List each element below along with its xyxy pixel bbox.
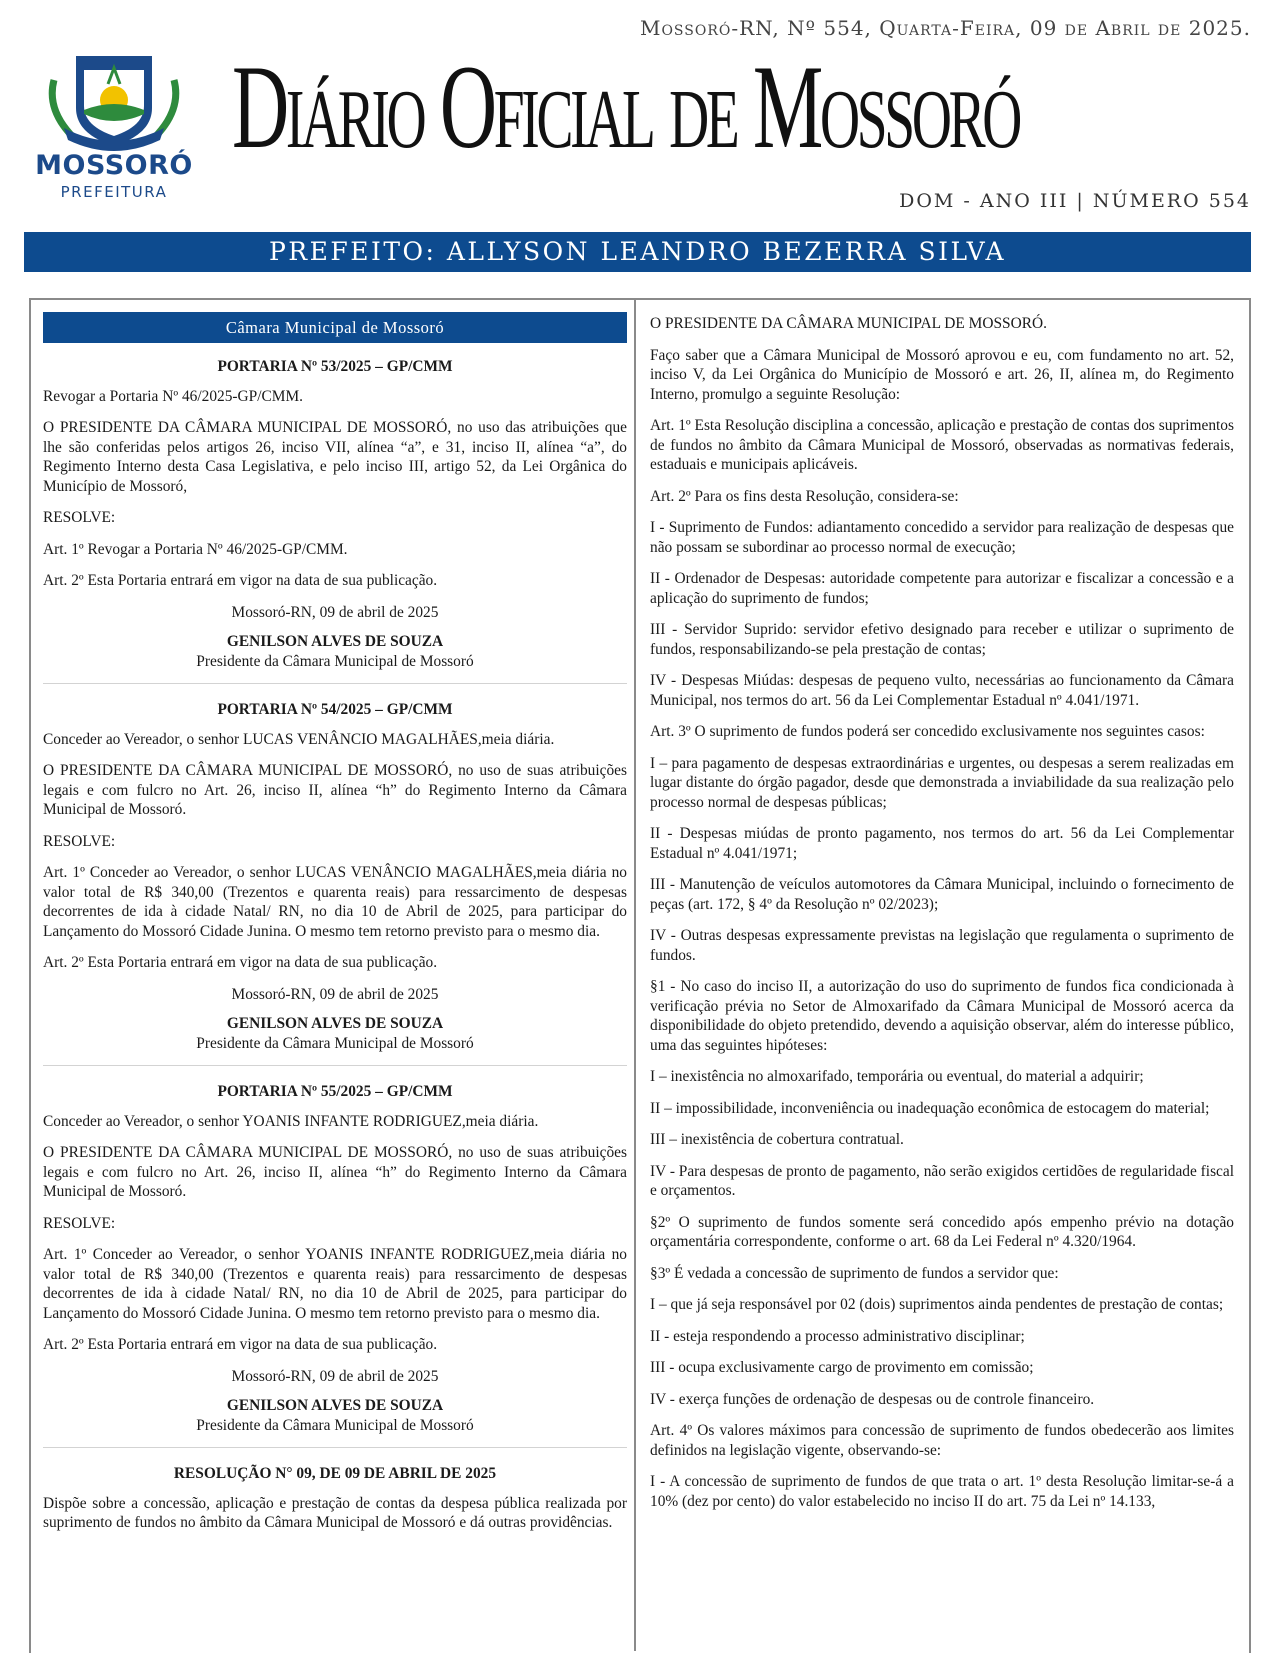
portaria-54-place-date: Mossoró-RN, 09 de abril de 2025 (231, 985, 439, 1003)
edition-dateline: Mossoró-RN, Nº 554, Quarta-Feira, 09 de Abril de 2025. (639, 16, 1251, 40)
resolucao-paragraph: I - Suprimento de Fundos: adiantamento concedido a servidor para realização de despesas que não possam se subordinar ao processo normal de execução; (650, 519, 1234, 556)
resolucao-paragraph: III – inexistência de cobertura contratual. (650, 1131, 904, 1148)
masthead-title: Diário Oficial de Mossoró (232, 40, 1019, 173)
portaria-54-summary: Conceder ao Vereador, o senhor LUCAS VENÂNCIO MAGALHÃES,meia diária. (43, 730, 555, 748)
resolucao-paragraph: IV - Para despesas de pronto de pagamento, não serão exigidos certidões de regularidade fiscal e orçamentos. (650, 1162, 1234, 1199)
portaria-54-art2: Art. 2º Esta Portaria entrará em vigor na data de sua publicação. (43, 954, 438, 971)
resolucao-paragraph: Art. 2º Para os fins desta Resolução, considera-se: (650, 487, 959, 505)
portaria-55-place-date: Mossoró-RN, 09 de abril de 2025 (231, 1367, 439, 1385)
portaria-53-summary: Revogar a Portaria Nº 46/2025-GP/CMM. (43, 387, 303, 405)
logo-subtitle: PREFEITURA (60, 183, 168, 201)
portaria-55-preamble: O PRESIDENTE DA CÂMARA MUNICIPAL DE MOSSORÓ, no uso de suas atribuições legais e com fulcro no Art. 26, inciso II, alínea “h” do Regimento Interno da Câmara Municipal de Mossoró. (43, 1144, 627, 1200)
resolucao-paragraph: O PRESIDENTE DA CÂMARA MUNICIPAL DE MOSSORÓ. (650, 315, 1047, 332)
portaria-54-signature-name: GENILSON ALVES DE SOUZA (226, 1015, 444, 1032)
portaria-55-art2: Art. 2º Esta Portaria entrará em vigor na data de sua publicação. (43, 1336, 438, 1353)
portaria-53-signature-name: GENILSON ALVES DE SOUZA (226, 633, 444, 650)
section-header: Câmara Municipal de Mossoró (43, 312, 627, 343)
portaria-55-summary: Conceder ao Vereador, o senhor YOANIS INFANTE RODRIGUEZ,meia diária. (43, 1112, 539, 1130)
resolucao-paragraph: I – para pagamento de despesas extraordinárias e urgentes, ou despesas a serem realizadas em lugar distante do órgão pagador, desde que demonstrada a inviabilidade da sua realização pelo processo normal de despesas públicas; (650, 754, 1234, 811)
portaria-53-place-date: Mossoró-RN, 09 de abril de 2025 (231, 603, 439, 621)
resolucao-paragraph: II - esteja respondendo a processo administrativo disciplinar; (650, 1327, 1025, 1345)
resolucao-paragraph: IV - exerça funções de ordenação de despesas ou de controle financeiro. (650, 1390, 1095, 1408)
column-divider (634, 300, 636, 1651)
portaria-54-resolve: RESOLVE: (43, 832, 116, 850)
resolucao-paragraph: I – que já seja responsável por 02 (dois) suprimentos ainda pendentes de prestação de contas; (650, 1296, 1224, 1313)
resolucao-paragraph: I – inexistência no almoxarifado, temporária ou eventual, do material a adquirir; (650, 1068, 1144, 1085)
resolucao-paragraph: Art. 4º Os valores máximos para concessão de suprimento de fundos obedecerão aos limites definidos na legislação vigente, observando-se: (650, 1422, 1234, 1459)
portaria-54-signature-role: Presidente da Câmara Municipal de Mossoró (196, 1034, 474, 1052)
portaria-55-title: PORTARIA Nº 55/2025 – GP/CMM (217, 1083, 453, 1100)
resolucao-paragraph: III - Manutenção de veículos automotores da Câmara Municipal, incluindo o fornecimento de peças (art. 172, § 4º da Resolução nº 02/2023); (650, 876, 1234, 913)
coat-of-arms-icon (24, 50, 204, 150)
portaria-53-signature-role: Presidente da Câmara Municipal de Mossoró (196, 652, 474, 670)
resolucao-paragraph: I - A concessão de suprimento de fundos de que trata o art. 1º desta Resolução limitar-se-á a 10% (dez por cento) do valor estabelecido no inciso II do art. 75 da Lei nº 14.133, (650, 1473, 1234, 1510)
edition-number: DOM - ANO III | NÚMERO 554 (899, 190, 1251, 212)
resolucao-paragraph: III - ocupa exclusivamente cargo de provimento em comissão; (650, 1359, 1034, 1376)
portaria-53-art2: Art. 2º Esta Portaria entrará em vigor na data de sua publicação. (43, 572, 438, 589)
logo-name: MOSSORÓ (35, 150, 193, 181)
portaria-55-signature-role: Presidente da Câmara Municipal de Mossoró (196, 1416, 474, 1434)
portaria-54-title: PORTARIA Nº 54/2025 – GP/CMM (217, 701, 453, 718)
portaria-53-preamble: O PRESIDENTE DA CÂMARA MUNICIPAL DE MOSSORÓ, no uso das atribuições que lhe são conferidas pelos artigos 26, inciso VII, alínea “a”, e 31, inciso II, alínea “a”, do Regimento Interno desta Casa Legislativa, e pelo inciso III, artigo 52, da Lei Orgânica do Município de Mossoró, (43, 419, 627, 495)
resolucao-paragraph: Art. 3º O suprimento de fundos poderá ser concedido exclusivamente nos seguintes casos: (650, 723, 1205, 740)
portaria-54-preamble: O PRESIDENTE DA CÂMARA MUNICIPAL DE MOSSORÓ, no uso de suas atribuições legais e com fulcro no Art. 26, inciso II, alínea “h” do Regimento Interno da Câmara Municipal de Mossoró. (43, 762, 627, 818)
portaria-54-art1: Art. 1º Conceder ao Vereador, o senhor LUCAS VENÂNCIO MAGALHÃES,meia diária no valor total de R$ 340,00 (Trezentos e quarenta reais) para ressarcimento de despesas decorrentes de ida à cidade Natal/ RN, no dia 10 de Abril de 2025, para participar do Lançamento do Mossoró Cidade Junina. O mesmo tem retorno previsto para o mesmo dia. (43, 864, 627, 940)
resolucao-paragraph: §2º O suprimento de fundos somente será concedido após empenho prévio na dotação orçamentária correspondente, conforme o art. 68 da Lei Federal nº 4.320/1964. (650, 1213, 1234, 1250)
section-divider (43, 1447, 627, 1448)
resolucao-paragraph: §1 - No caso do inciso II, a autorização do uso do suprimento de fundos fica condicionada à verificação prévia no Setor de Almoxarifado da Câmara Municipal de Mossoró acerca da disponibilidade do objeto pretendido, devendo a aquisição observar, além do interesse público, uma das seguintes hipóteses: (650, 978, 1234, 1054)
portaria-53-title: PORTARIA Nº 53/2025 – GP/CMM (217, 358, 453, 375)
resolucao-paragraph: II - Despesas miúdas de pronto pagamento, nos termos do art. 56 da Lei Complementar Estadual nº 4.041/1971; (650, 825, 1234, 862)
section-divider (43, 1065, 627, 1066)
resolucao-paragraph: §3º É vedada a concessão de suprimento de fundos a servidor que: (650, 1264, 1059, 1282)
resolucao-09-title: RESOLUÇÃO N° 09, DE 09 DE ABRIL DE 2025 (173, 1465, 497, 1482)
portaria-55-art1: Art. 1º Conceder ao Vereador, o senhor YOANIS INFANTE RODRIGUEZ,meia diária no valor total de R$ 340,00 (Trezentos e quarenta reais) para ressarcimento de despesas decorrentes de ida à cidade Natal/ RN, no dia 10 de Abril de 2025, para participar do Lançamento do Mossoró Cidade Junina. O mesmo tem retorno previsto para o mesmo dia. (43, 1246, 627, 1322)
section-divider (43, 683, 627, 684)
prefeitura-logo (24, 50, 204, 200)
resolucao-paragraph: Faço saber que a Câmara Municipal de Mossoró aprovou e eu, com fundamento no art. 52, inciso V, da Lei Orgânica do Município de Mossoró e art. 26, II, alínea m, do Regimento Interno, promulgo a seguinte Resolução: (650, 346, 1234, 403)
portaria-53-art1: Art. 1º Revogar a Portaria Nº 46/2025-GP/CMM. (43, 540, 348, 558)
portaria-53-resolve: RESOLVE: (43, 509, 116, 526)
resolucao-09-summary: Dispõe sobre a concessão, aplicação e prestação de contas da despesa pública realizada por suprimento de fundos no âmbito da Câmara Municipal de Mossoró e dá outras providências. (43, 1494, 627, 1531)
mayor-banner: PREFEITO: ALLYSON LEANDRO BEZERRA SILVA (24, 232, 1251, 272)
resolucao-paragraph: IV - Outras despesas expressamente previstas na legislação que regulamenta o suprimento de fundos. (650, 927, 1234, 964)
portaria-55-resolve: RESOLVE: (43, 1214, 116, 1232)
resolucao-paragraph: II - Ordenador de Despesas: autoridade competente para autorizar e fiscalizar a concessão e a aplicação do suprimento de fundos; (650, 570, 1234, 607)
resolucao-paragraph: III - Servidor Suprido: servidor efetivo designado para receber e utilizar o suprimento de fundos, responsabilizando-se pela prestação de contas; (650, 621, 1234, 658)
resolucao-paragraph: II – impossibilidade, inconveniência ou inadequação econômica de estocagem do material; (650, 1099, 1210, 1117)
resolucao-paragraph: IV - Despesas Miúdas: despesas de pequeno vulto, necessárias ao funcionamento da Câmara Municipal, nos termos do art. 56 da Lei Complementar Estadual nº 4.041/1971. (650, 672, 1234, 709)
portaria-55-signature-name: GENILSON ALVES DE SOUZA (226, 1397, 444, 1414)
right-column (650, 314, 1234, 1651)
left-column (43, 312, 627, 1651)
resolucao-paragraph: Art. 1º Esta Resolução disciplina a concessão, aplicação e prestação de contas dos suprimentos de fundos no âmbito da Câmara Municipal de Mossoró, observadas as normativas federais, estaduais e municipais aplicáveis. (650, 417, 1234, 473)
